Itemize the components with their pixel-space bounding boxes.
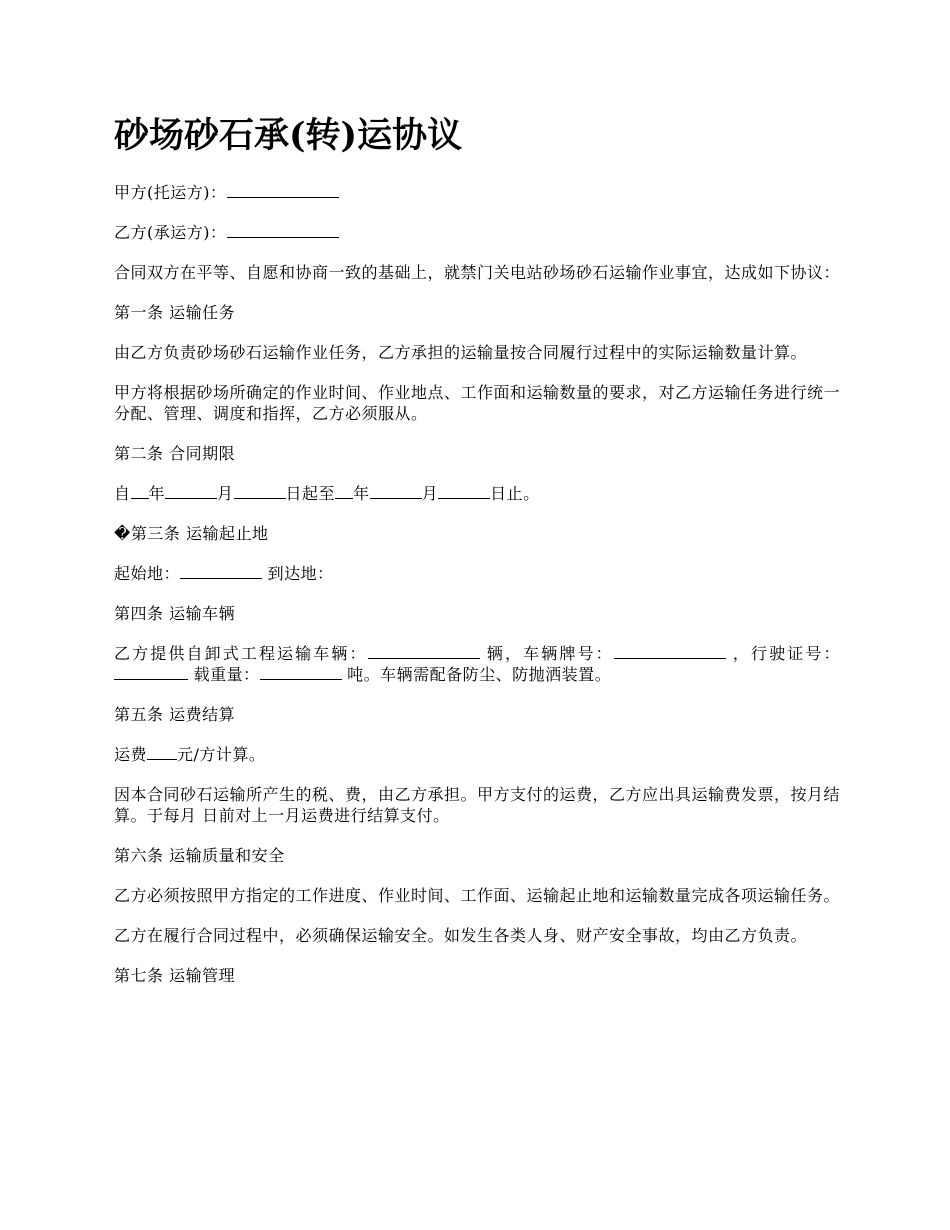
end-day-text: 日止。 [490,484,540,503]
load-capacity-blank [260,664,342,680]
article-1-paragraph-2: 甲方将根据砂场所确定的作业时间、作业地点、工作面和运输数量的要求，对乙方运输任务进行统一分配、管理、调度和指挥，乙方必须服从。 [114,383,841,423]
plate-number-label: 辆，车辆牌号： [479,644,614,663]
article-5-heading: 第五条 运费结算 [114,705,236,724]
fee-blank [147,744,177,760]
start-month-text: 月 [217,484,234,503]
start-year-blank [131,483,149,499]
party-b-line [114,222,840,243]
end-month-blank [370,483,422,499]
start-day-blank [234,483,286,499]
end-year-text: 年 [353,484,370,503]
article-1-paragraph-1: 由乙方负责砂场砂石运输作业任务，乙方承担的运输量按合同履行过程中的实际运输数量计算。 [114,343,808,362]
origin-label: 起始地： [114,564,181,583]
party-a-line [114,182,840,203]
start-year-text: 年 [148,484,166,503]
vehicle-count-blank [368,643,480,659]
fee-label: 运费 [114,745,148,764]
origin-blank [180,563,262,579]
vehicle-count-label: 乙方提供自卸式工程运输车辆： [114,644,368,663]
party-a-blank [227,182,339,198]
load-capacity-label: 载重量： [188,665,260,684]
destination-label: 到达地： [262,564,334,583]
article-5-paragraph-2: 因本合同砂石运输所产生的税、费，由乙方承担。甲方支付的运费，乙方应出具运输费发票，按月结算。于每月 日前对上一月运费进行结算支付。 [114,785,841,825]
article-6-heading: 第六条 运输质量和安全 [114,846,285,865]
vehicle-paragraph [114,643,840,685]
intro-paragraph: 合同双方在平等、自愿和协商一致的基础上，就禁门关电站砂场砂石运输作业事宜，达成如下协议： [114,263,841,282]
fee-unit-text: 元/方计算。 [177,745,266,764]
contract-period-line [114,483,840,504]
end-month-text: 月 [421,484,439,503]
article-6-paragraph-1: 乙方必须按照甲方指定的工作进度、作业时间、工作面、运输起止地和运输数量完成各项运输任务。 [114,886,841,905]
party-a-label: 甲方(托运方)： [114,183,227,202]
article-4-heading: 第四条 运输车辆 [114,604,236,623]
load-capacity-unit-text: 吨。车辆需配备防尘、防抛洒装置。 [341,665,612,684]
article-3-heading: �第三条 运输起止地 [114,524,269,543]
end-year-blank [335,483,353,499]
article-7-heading: 第七条 运输管理 [114,966,236,985]
route-line [114,563,840,584]
party-b-label: 乙方(承运方)： [114,223,227,242]
party-b-blank [227,222,339,238]
plate-number-blank [614,643,726,659]
start-day-text: 日起至 [285,484,336,503]
article-2-heading: 第二条 合同期限 [114,444,236,463]
document-page [114,112,840,1005]
license-number-blank [114,664,188,680]
start-month-blank [165,483,217,499]
fee-line [114,744,840,765]
article-1-heading: 第一条 运输任务 [114,303,236,322]
license-number-label: ，行驶证号： [725,644,840,663]
document-title: 砂场砂石承(转)运协议 [114,115,463,156]
article-6-paragraph-2: 乙方在履行合同过程中，必须确保运输安全。如发生各类人身、财产安全事故，均由乙方负责。 [114,926,808,945]
period-from-text: 自 [114,484,131,503]
end-day-blank [438,483,490,499]
